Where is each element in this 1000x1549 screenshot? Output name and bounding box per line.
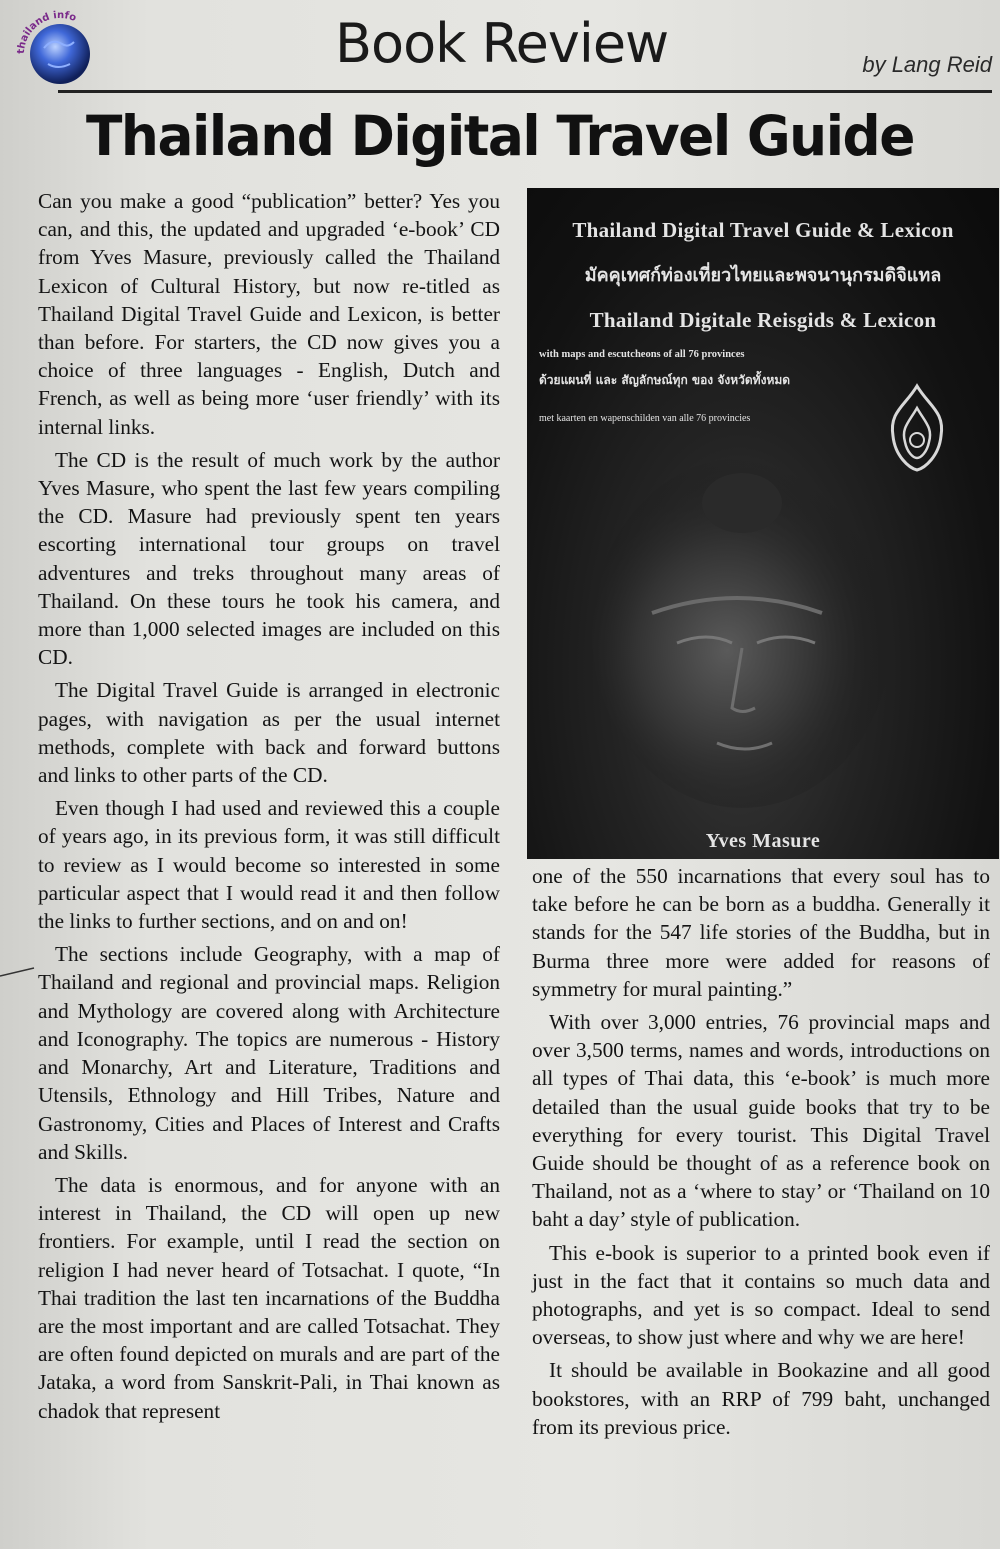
thailand-info-logo: [14, 8, 106, 100]
header-rule: [58, 90, 992, 93]
paragraph: Even though I had used and reviewed this a couple of years ago, in its previous form, it was still difficult to review as I would become so interested in some particular aspect that I would read it and then follow the links to further sections, and on and on!: [38, 796, 500, 934]
cover-subtitle-english: with maps and escutcheons of all 76 provinces: [539, 349, 745, 360]
right-column: [532, 862, 990, 1446]
cover-subtitle-dutch: met kaarten en wapenschilden van alle 76 provincies: [539, 413, 751, 424]
logo-lettering: thailand info: [15, 9, 78, 55]
cover-subtitle-thai: ด้วยแผนที่ และ สัญลักษณ์ทุก ของ จังหวัดทั้งหมด: [539, 373, 791, 387]
left-column: [38, 187, 500, 1430]
paragraph: It should be available in Bookazine and all good bookstores, with an RRP of 799 baht, unchanged from its previous price.: [532, 1358, 990, 1439]
pen-mark: [0, 960, 40, 980]
paragraph: The sections include Geography, with a map of Thailand and regional and provincial maps. Religion and Mythology are covered along with Architecture and Iconography. The topics are numerous - History and Monarchy, Art and Literature, Traditions and Utensils, Ethnology and Hill Tribes, Nature and Gastronomy, Cities and Places of Interest and Crafts and Skills.: [38, 942, 500, 1164]
paragraph: Can you make a good “publication” better? Yes you can, and this, the updated and upgraded ‘e-book’ CD from Yves Masure, previously called the Thailand Lexicon of Cultural History, but now re-titled as Thailand Digital Travel Guide and Lexicon, is better than before. For starters, the CD now gives you a choice of three languages - English, Dutch and French, as well as being more ‘user friendly’ with its internal links.: [38, 189, 500, 439]
byline: by Lang Reid: [862, 52, 992, 77]
cover-title-thai: มัคคุเทศก์ท่องเที่ยวไทยและพจนานุกรมดิจิแทล: [584, 265, 942, 286]
headline: Thailand Digital Travel Guide: [85, 104, 914, 168]
paragraph: The CD is the result of much work by the author Yves Masure, who spent the last few years compiling the CD. Masure had previously spent ten years escorting international tour groups on travel adventures and treks throughout many areas of Thailand. On these tours he took his camera, and more than 1,000 selected images are included on this CD.: [38, 447, 500, 670]
paragraph: This e-book is superior to a printed book even if just in the fact that it contains so much data and photographs, and yet is so compact. Ideal to send overseas, to show just where and why we are here!: [532, 1240, 990, 1350]
paragraph: The Digital Travel Guide is arranged in electronic pages, with navigation as per the usual internet methods, complete with back and forward buttons and links to other parts of the CD.: [38, 678, 500, 788]
buddha-head-photo: [557, 443, 977, 823]
cover-title-dutch: Thailand Digitale Reisgids & Lexicon: [589, 308, 937, 332]
paragraph: The data is enormous, and for anyone with an interest in Thailand, the CD will open up new frontiers. For example, until I read the section on religion I had never heard of Totsachat. I quote, “In Thai tradition the last ten incarnations of the Buddha are the most important and are called Totsachat. They are often found depicted on murals and are part of the Jataka, a word from Sanskrit-Pali, in Thai known as chadok that represent: [38, 1172, 500, 1423]
book-cover-image: [527, 188, 999, 859]
paragraph: one of the 550 incarnations that every soul has to take before he can be born as a buddha. Generally it stands for the 547 life stories of the Buddha, but in Burma three more were added for reasons of symmetry for mural painting.”: [532, 864, 990, 1001]
cover-author: Yves Masure: [705, 830, 821, 852]
cover-title-english: Thailand Digital Travel Guide & Lexicon: [572, 218, 954, 242]
section-title: Book Review: [335, 12, 669, 75]
paragraph: With over 3,000 entries, 76 provincial maps and over 3,500 terms, names and words, introductions on all types of Thai data, this ‘e-book’ is much more detailed than the usual guide books that try to be everything for every tourist. This Digital Travel Guide should be thought of as a reference book on Thailand, not as a ‘where to stay’ or ‘Thailand on 10 baht a day’ style of publication.: [532, 1010, 990, 1232]
